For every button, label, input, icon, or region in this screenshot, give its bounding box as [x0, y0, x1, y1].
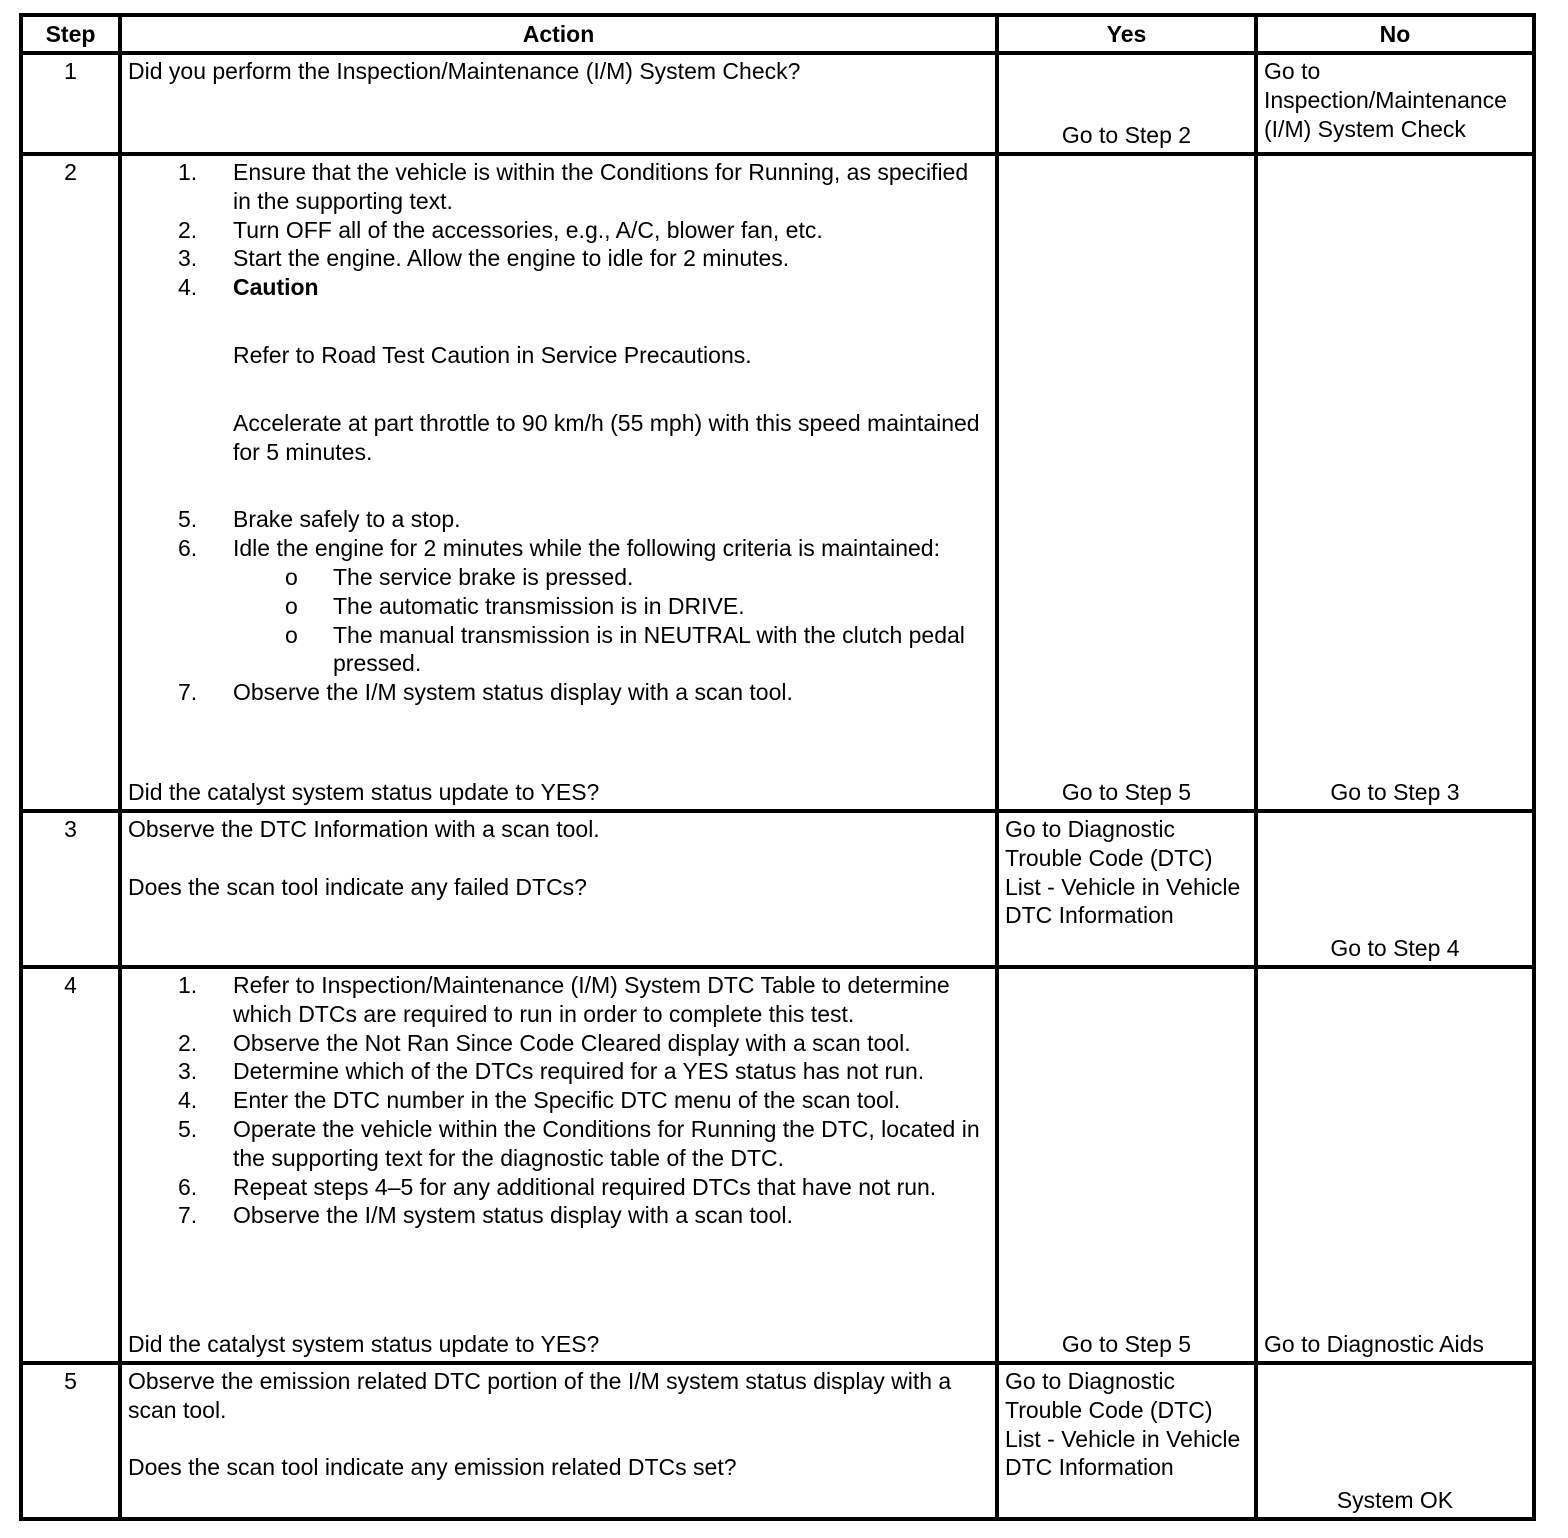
- table-row-step-5: [21, 1363, 1534, 1519]
- action-cell: [120, 1363, 997, 1519]
- list-item: [128, 244, 989, 273]
- criteria-text: The automatic transmission is in DRIVE.: [333, 592, 745, 619]
- list-number: 5.: [178, 1115, 198, 1142]
- yes-link[interactable]: Go to Step 5: [1061, 779, 1192, 806]
- list-item: [128, 678, 989, 707]
- list-number: 4.: [178, 274, 198, 301]
- criteria-item: [233, 563, 989, 592]
- list-text: Observe the I/M system status display with a scan tool.: [233, 679, 793, 706]
- list-item: [128, 971, 989, 1029]
- question-text: Did the catalyst system status update to YES?: [128, 779, 600, 806]
- caution-text: Refer to Road Test Caution in Service Precautions.: [233, 341, 752, 368]
- no-link[interactable]: Go to Step 3: [1330, 779, 1460, 806]
- no-link[interactable]: Go to Inspection/Maintenance (I/M) System Check: [1264, 58, 1507, 142]
- list-number: 3.: [178, 245, 198, 272]
- list-number: 2.: [178, 1029, 198, 1056]
- list-text: Ensure that the vehicle is within the Conditions for Running, as specified in the supporting text.: [233, 159, 969, 214]
- no-cell: [1256, 154, 1534, 811]
- list-number: 1.: [178, 159, 198, 185]
- no-cell: [1256, 967, 1534, 1363]
- question-text: Does the scan tool indicate any emission related DTCs set?: [128, 1454, 737, 1481]
- list-item: [128, 1029, 989, 1058]
- list-number: 7.: [178, 679, 198, 706]
- accelerate-text: Accelerate at part throttle to 90 km/h (55 mph) with this speed maintained for 5 minutes.: [233, 409, 980, 465]
- criteria-text: The manual transmission is in NEUTRAL with the clutch pedal pressed.: [333, 621, 965, 677]
- criteria-item: [233, 592, 989, 621]
- header-row: [21, 15, 1534, 53]
- criteria-list: [233, 563, 989, 678]
- list-number: 6.: [178, 535, 198, 562]
- question-text: Did the catalyst system status update to YES?: [128, 1331, 600, 1358]
- list-item: [128, 534, 989, 678]
- yes-cell: [997, 53, 1256, 154]
- yes-link[interactable]: Go to Step 2: [1061, 122, 1192, 149]
- list-text: Observe the I/M system status display with a scan tool.: [233, 1202, 793, 1229]
- list-text: Observe the Not Ran Since Code Cleared display with a scan tool.: [233, 1029, 911, 1056]
- list-text: Determine which of the DTCs required for a YES status has not run.: [233, 1058, 925, 1085]
- question-text: Does the scan tool indicate any failed DTCs?: [128, 873, 587, 900]
- header-action: Action: [120, 15, 997, 53]
- caution-title: Caution: [233, 274, 319, 301]
- list-number: 2.: [178, 216, 198, 243]
- bullet-icon: o: [285, 592, 298, 619]
- list-number: 5.: [178, 506, 198, 533]
- no-link[interactable]: Go to Step 4: [1330, 935, 1460, 962]
- list-item: [128, 1057, 989, 1086]
- list-text: Brake safely to a stop.: [233, 506, 461, 533]
- list-text: Operate the vehicle within the Conditions for Running the DTC, located in the supporting text for the diagnostic table of the DTC.: [233, 1115, 980, 1171]
- list-number: 3.: [178, 1058, 198, 1085]
- table-row-step-2: [21, 154, 1534, 811]
- list-item: [128, 1115, 989, 1173]
- list-text: Turn OFF all of the accessories, e.g., A/C, blower fan, etc.: [233, 216, 823, 243]
- no-cell: [1256, 811, 1534, 967]
- list-text: Idle the engine for 2 minutes while the following criteria is maintained:: [233, 535, 940, 562]
- no-cell: [1256, 53, 1534, 154]
- instruction-text: Observe the emission related DTC portion of the I/M system status display with a scan tool.: [128, 1368, 952, 1423]
- yes-cell: [997, 811, 1256, 967]
- procedure-list: [128, 971, 989, 1230]
- table-row-step-3: [21, 811, 1534, 967]
- step-number: 1: [21, 53, 120, 154]
- procedure-list: [128, 158, 989, 707]
- header-no: No: [1256, 15, 1534, 53]
- bullet-icon: o: [285, 621, 298, 648]
- table-row-step-1: [21, 53, 1534, 154]
- action-cell: [120, 967, 997, 1363]
- yes-cell: [997, 154, 1256, 811]
- list-number: 7.: [178, 1202, 198, 1229]
- yes-cell: [997, 1363, 1256, 1519]
- no-link[interactable]: Go to Diagnostic Aids: [1264, 1331, 1484, 1358]
- list-item: [128, 158, 989, 216]
- step-number: 4: [21, 967, 120, 1363]
- yes-link[interactable]: Go to Diagnostic Trouble Code (DTC) List - Vehicle in Vehicle DTC Information: [1005, 1368, 1241, 1481]
- instruction-text: Observe the DTC Information with a scan tool.: [128, 816, 600, 842]
- list-number: 1.: [178, 972, 198, 998]
- list-item: [128, 1201, 989, 1230]
- list-item: [128, 216, 989, 245]
- action-cell: [120, 811, 997, 967]
- list-number: 4.: [178, 1087, 198, 1114]
- question-text: Did you perform the Inspection/Maintenance (I/M) System Check?: [128, 58, 801, 84]
- diagnostic-table: [19, 13, 1536, 1521]
- no-result: System OK: [1336, 1487, 1454, 1514]
- step-number: 5: [21, 1363, 120, 1519]
- action-cell: [120, 154, 997, 811]
- yes-link[interactable]: Go to Diagnostic Trouble Code (DTC) List - Vehicle in Vehicle DTC Information: [1005, 816, 1241, 929]
- step-number: 3: [21, 811, 120, 967]
- yes-cell: [997, 967, 1256, 1363]
- criteria-item: [233, 621, 989, 679]
- list-text: Start the engine. Allow the engine to idle for 2 minutes.: [233, 245, 790, 272]
- action-cell: [120, 53, 997, 154]
- header-yes: Yes: [997, 15, 1256, 53]
- no-cell: [1256, 1363, 1534, 1519]
- header-step: Step: [21, 15, 120, 53]
- table-row-step-4: [21, 967, 1534, 1363]
- list-item: [128, 1173, 989, 1202]
- list-item: [128, 505, 989, 534]
- list-text: Enter the DTC number in the Specific DTC menu of the scan tool.: [233, 1087, 901, 1114]
- list-item: [128, 1086, 989, 1115]
- step-number: 2: [21, 154, 120, 811]
- list-text: Repeat steps 4–5 for any additional required DTCs that have not run.: [233, 1173, 937, 1200]
- bullet-icon: o: [285, 563, 298, 590]
- list-item: [128, 273, 989, 505]
- yes-link[interactable]: Go to Step 5: [1061, 1331, 1192, 1358]
- list-text: Refer to Inspection/Maintenance (I/M) System DTC Table to determine which DTCs are required to run in order to complete this test.: [233, 972, 950, 1027]
- list-number: 6.: [178, 1173, 198, 1200]
- criteria-text: The service brake is pressed.: [333, 563, 634, 590]
